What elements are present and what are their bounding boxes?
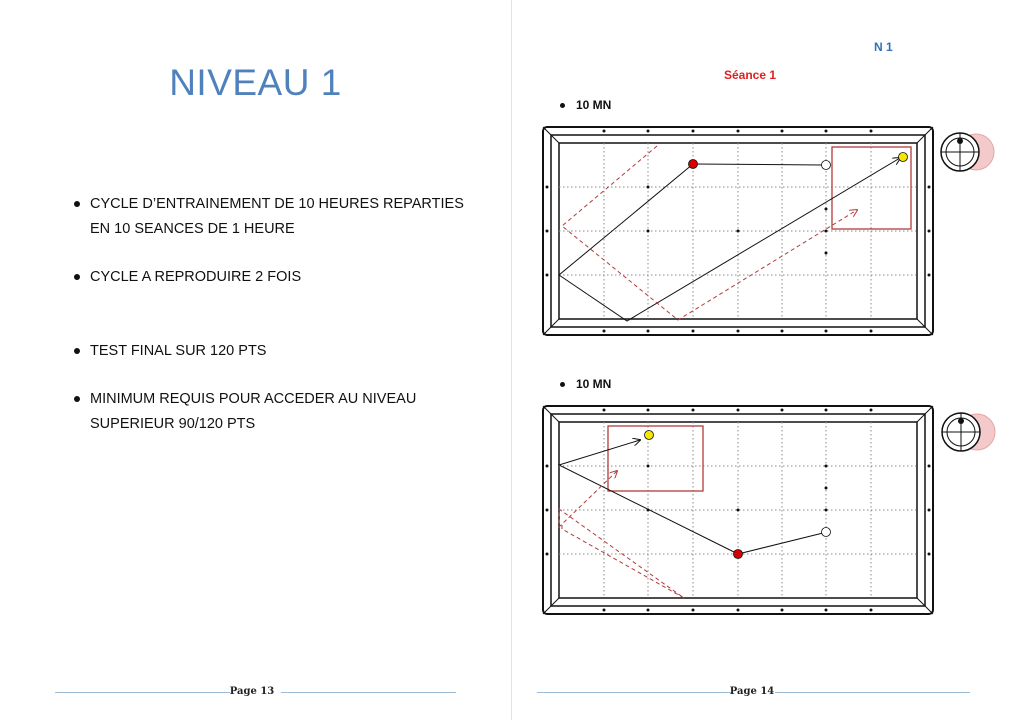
cue-tip-position-icon-2 <box>939 410 999 454</box>
billiard-diagram-1 <box>542 126 940 338</box>
ball-paths <box>559 146 900 321</box>
footer-rule-left <box>55 692 230 693</box>
page-title: NIVEAU 1 <box>169 62 342 103</box>
footer-rule-right <box>775 692 970 693</box>
yellow-ball <box>645 431 654 440</box>
footer-rule-right <box>281 692 456 693</box>
red-ball <box>689 160 698 169</box>
cue-tip-position-icon-1 <box>938 130 998 174</box>
page-number: Page 14 <box>729 686 775 697</box>
spot-markers <box>647 465 828 512</box>
exercise-2-duration: 10 MN <box>576 377 612 391</box>
billiard-diagram-2 <box>542 405 940 617</box>
session-title: Séance 1 <box>724 68 777 82</box>
footer-rule-left <box>537 692 732 693</box>
spot-markers <box>647 186 828 255</box>
right-page <box>512 0 1024 720</box>
yellow-ball <box>899 153 908 162</box>
white-ball <box>822 528 831 537</box>
left-page <box>0 0 511 720</box>
ball-paths <box>559 440 823 598</box>
page-number: Page 13 <box>229 686 275 697</box>
list-item: MINIMUM REQUIS POUR ACCEDER AU NIVEAU SUPERIEUR 90/120 PTS <box>72 387 490 437</box>
list-item: TEST FINAL SUR 120 PTS <box>72 339 490 364</box>
red-ball <box>734 550 743 559</box>
list-item: CYCLE D’ENTRAINEMENT DE 10 HEURES REPARTIES EN 10 SEANCES DE 1 HEURE <box>72 192 490 242</box>
list-item: CYCLE A REPRODUIRE 2 FOIS <box>72 265 490 290</box>
level-tag: N 1 <box>874 40 893 54</box>
exercise-1-duration: 10 MN <box>576 98 612 112</box>
target-zone <box>608 426 703 491</box>
white-ball <box>822 161 831 170</box>
